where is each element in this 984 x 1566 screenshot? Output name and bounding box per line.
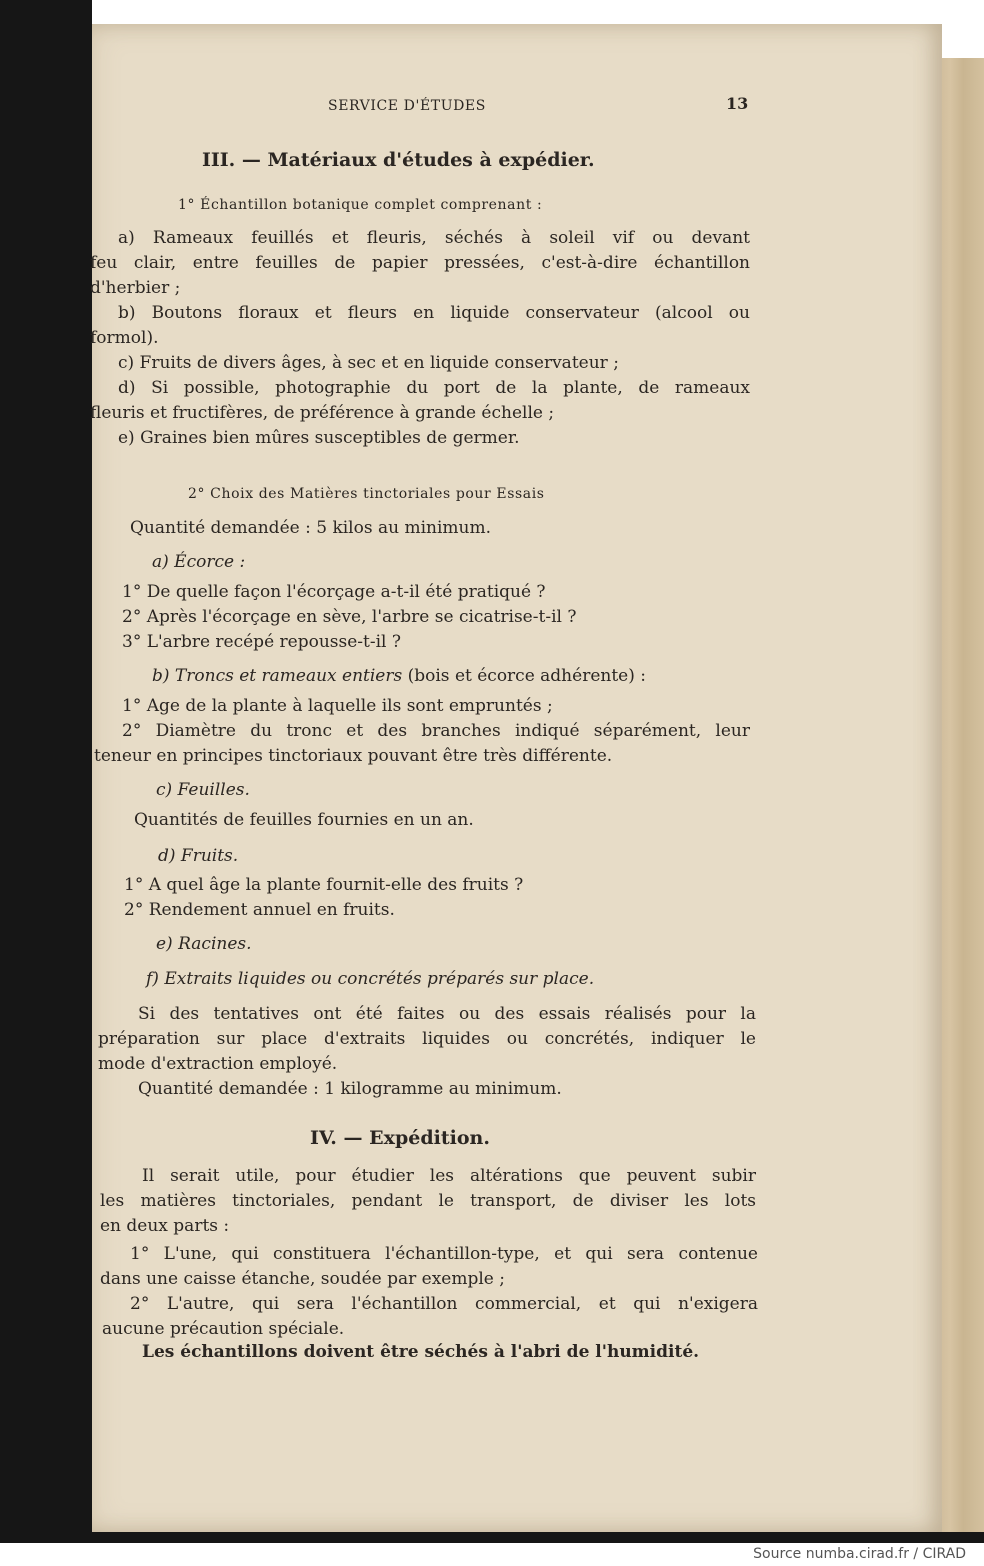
sub2-a-q2: 2° Après l'écorçage en sève, l'arbre se cicatrise-t-il ? bbox=[122, 607, 577, 627]
sub2-c-text: Quantités de feuilles fournies en un an. bbox=[134, 810, 474, 830]
sub2-b-q2-line1: 2° Diamètre du tronc et des branches indiqué séparément, leur bbox=[122, 721, 750, 741]
section-4-para2-line2: dans une caisse étanche, soudée par exemple ; bbox=[100, 1269, 505, 1289]
section-4-para1-line1: Il serait utile, pour étudier les altérations que peuvent subir bbox=[142, 1166, 756, 1186]
sub2-title: 2° Choix des Matières tinctoriales pour Essais bbox=[188, 486, 545, 502]
sub2-b-q2-line2: teneur en principes tinctoriaux pouvant être très différente. bbox=[94, 746, 613, 766]
sub1-title: 1° Échantillon botanique complet comprenant : bbox=[178, 197, 543, 213]
scan-background-bottom bbox=[0, 1532, 984, 1543]
section-3-heading: III. — Matériaux d'études à expédier. bbox=[202, 149, 595, 171]
sub1-b-line2: formol). bbox=[90, 328, 159, 348]
sub1-a-line2: feu clair, entre feuilles de papier pressées, c'est-à-dire échantillon bbox=[90, 253, 750, 273]
sub2-e-heading: e) Racines. bbox=[156, 934, 252, 954]
sub2-quantity: Quantité demandée : 5 kilos au minimum. bbox=[130, 518, 492, 538]
scan-background-left bbox=[0, 0, 92, 1543]
section-4-para3-line2: aucune précaution spéciale. bbox=[102, 1319, 345, 1339]
sub1-b-line1: b) Boutons floraux et fleurs en liquide conservateur (alcool ou bbox=[118, 303, 750, 323]
sub1-d-line1: d) Si possible, photographie du port de la plante, de rameaux bbox=[118, 378, 750, 398]
sub1-a-line1: a) Rameaux feuillés et fleuris, séchés à soleil vif ou devant bbox=[118, 228, 750, 248]
sub2-a-q3: 3° L'arbre recépé repousse-t-il ? bbox=[122, 632, 402, 652]
page-number: 13 bbox=[726, 94, 749, 113]
section-4-para4: Les échantillons doivent être séchés à l'abri de l'humidité. bbox=[142, 1342, 700, 1362]
sub2-d-q2: 2° Rendement annuel en fruits. bbox=[124, 900, 395, 920]
sub1-d-line2: fleuris et fructifères, de préférence à grande échelle ; bbox=[90, 403, 555, 423]
sub2-c-heading: c) Feuilles. bbox=[156, 780, 250, 800]
sub2-f-quantity: Quantité demandée : 1 kilogramme au minimum. bbox=[138, 1079, 562, 1099]
section-4-para1-line3: en deux parts : bbox=[100, 1216, 230, 1236]
sub2-a-q1: 1° De quelle façon l'écorçage a-t-il été pratiqué ? bbox=[122, 582, 546, 602]
sub2-f-heading: f) Extraits liquides ou concrétés préparés sur place. bbox=[146, 969, 595, 989]
sub2-a-heading: a) Écorce : bbox=[152, 552, 246, 572]
sub2-b-heading-italic: b) Troncs et rameaux entiers bbox=[152, 666, 403, 686]
sub2-f-para-line1: Si des tentatives ont été faites ou des essais réalisés pour la bbox=[138, 1004, 756, 1024]
running-title: SERVICE D'ÉTUDES bbox=[328, 98, 486, 114]
sub2-f-para-line2: préparation sur place d'extraits liquides ou concrétés, indiquer le bbox=[98, 1029, 756, 1049]
sub2-f-para-line3: mode d'extraction employé. bbox=[98, 1054, 338, 1074]
sub2-d-heading: d) Fruits. bbox=[158, 846, 239, 866]
section-4-para1-line2: les matières tinctoriales, pendant le transport, de diviser les lots bbox=[100, 1191, 756, 1211]
sub2-b-heading bbox=[152, 664, 646, 688]
section-4-heading: IV. — Expédition. bbox=[310, 1127, 490, 1149]
source-credit: Source numba.cirad.fr / CIRAD bbox=[753, 1546, 966, 1562]
sub1-c: c) Fruits de divers âges, à sec et en liquide conservateur ; bbox=[118, 353, 619, 373]
sub1-a-line3: d'herbier ; bbox=[90, 278, 181, 298]
sub1-e: e) Graines bien mûres susceptibles de germer. bbox=[118, 428, 520, 448]
sub2-b-q1: 1° Age de la plante à laquelle ils sont empruntés ; bbox=[122, 696, 553, 716]
section-4-para2-line1: 1° L'une, qui constituera l'échantillon-type, et qui sera contenue bbox=[130, 1244, 758, 1264]
section-4-para3-line1: 2° L'autre, qui sera l'échantillon commercial, et qui n'exigera bbox=[130, 1294, 758, 1314]
sub2-d-q1: 1° A quel âge la plante fournit-elle des fruits ? bbox=[124, 875, 524, 895]
sub2-b-heading-rest: (bois et écorce adhérente) : bbox=[407, 666, 646, 686]
